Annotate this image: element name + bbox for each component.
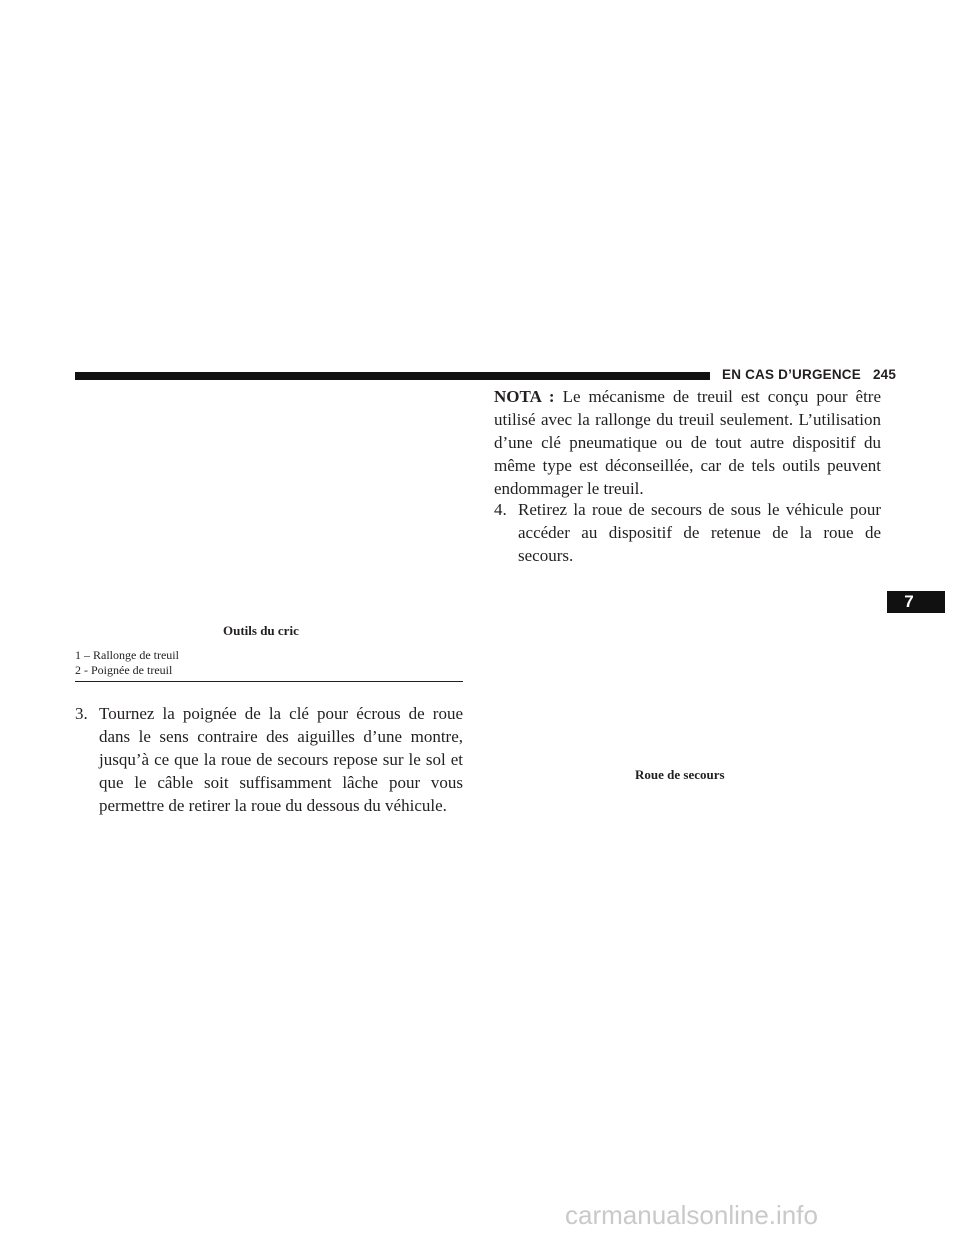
step-3 (75, 702, 463, 817)
note-label: NOTA : (494, 387, 555, 406)
step-text: Retirez la roue de secours de sous le véhicule pour accéder au dispositif de retenue de la roue de secours. (518, 500, 881, 565)
note-block (494, 385, 881, 500)
header-rule (75, 372, 710, 380)
note-text: Le mécanisme de treuil est conçu pour être utilisé avec la rallonge du treuil seulement. L’utilisation d’une clé pneumatique ou de tout autre dispositif du même type est déconseillée, car de tels outils peuvent endommager le treuil. (494, 387, 881, 498)
step-4 (494, 498, 881, 567)
step-number: 3. (75, 704, 88, 723)
figure-caption-jack-tools: Outils du cric (223, 623, 299, 638)
step-text: Tournez la poignée de la clé pour écrous de roue dans le sens contraire des aiguilles d’une montre, jusqu’à ce que la roue de secours repose sur le sol et que le câble soit suffisamment lâche pour vous permettre de retirer la roue du dessous du véhicule. (99, 704, 463, 815)
figure-legend (75, 648, 463, 682)
figure-caption-spare-wheel: Roue de secours (635, 767, 725, 782)
chapter-tab: 7 (887, 591, 945, 613)
legend-item: 1 – Rallonge de treuil (75, 648, 179, 662)
page-number: 245 (872, 367, 897, 382)
section-title: EN CAS D’URGENCE (722, 367, 861, 382)
running-header (722, 367, 896, 382)
step-number: 4. (494, 500, 507, 519)
watermark: carmanualsonline.info (565, 1200, 818, 1230)
legend-item: 2 - Poignée de treuil (75, 663, 173, 677)
